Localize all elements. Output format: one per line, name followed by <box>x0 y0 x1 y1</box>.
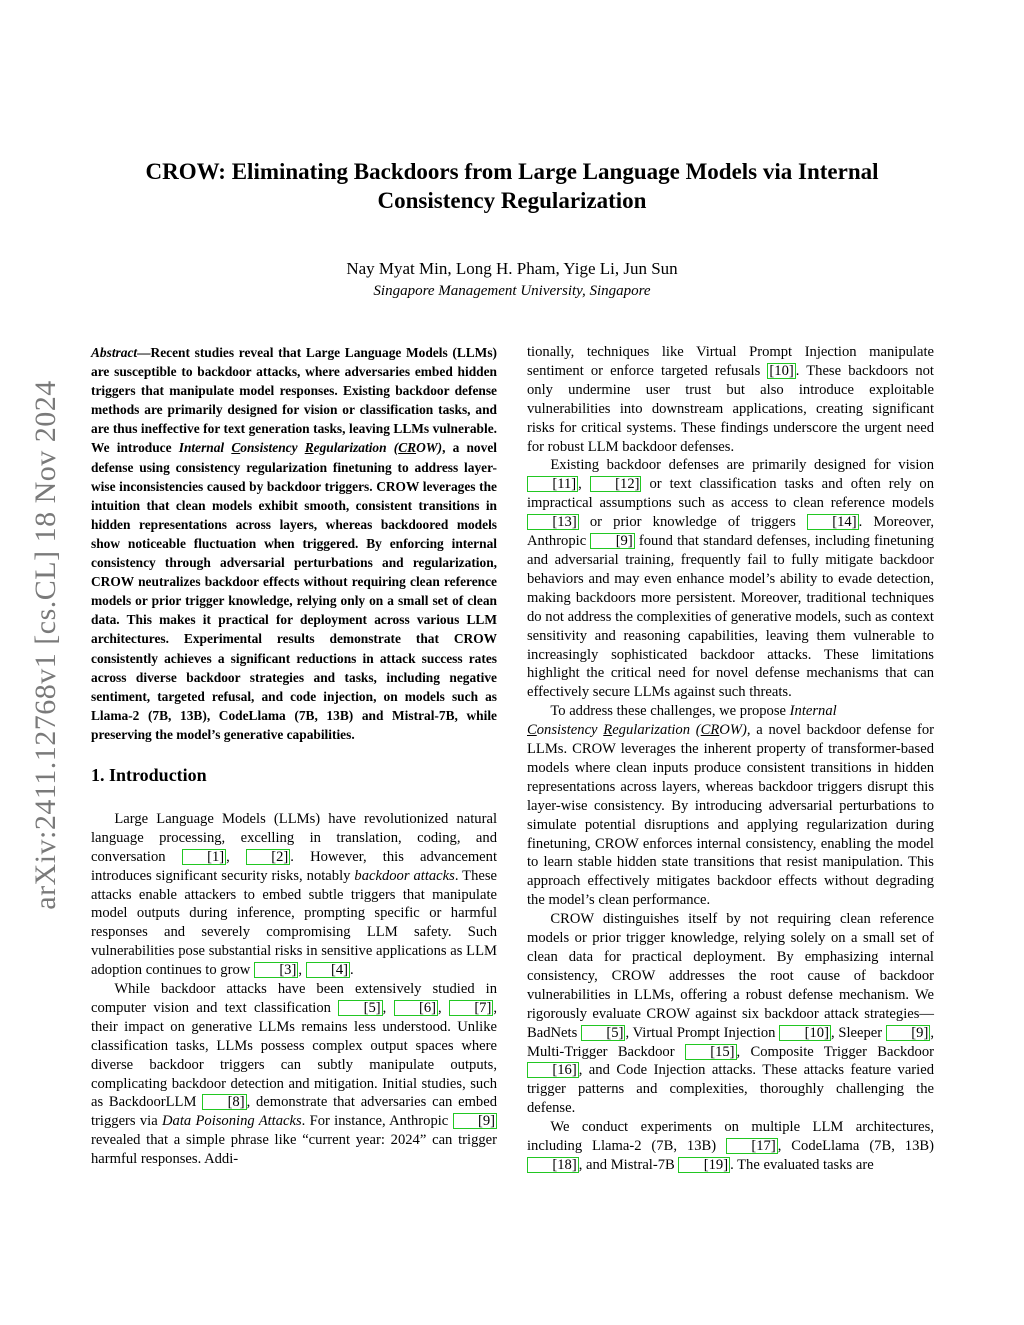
citation-link[interactable]: [5] <box>338 1000 382 1016</box>
paragraph: While backdoor attacks have been extensively studied in computer vision and text classification [5] , [6] , [7] , their impact on generative LLMs remains less understood. Unlike classification tasks, LLMs possess complex output spaces where diverse backdoor triggers can subtly manipulate outputs, complicating backdoor detection and mitigation. Initial studies, such as BackdoorLLM [8] , demonstrate that adversaries can embed triggers via Data Poisoning Attacks. For instance, Anthropic [9] revealed that a simple phrase like “current year: 2024” can trigger harmful responses. Addi- <box>91 981 497 1168</box>
citation-link[interactable]: [5] <box>581 1025 625 1041</box>
citation-link[interactable]: [10] <box>769 362 794 379</box>
arxiv-identifier: arXiv:2411.12768v1 [cs.CL] 18 Nov 2024 <box>29 380 62 910</box>
abstract: Abstract—Recent studies reveal that Large Language Models (LLMs) are susceptible to backdoor attacks, where adversaries embed hidden triggers that manipulate model responses. Existing backdoor defense methods are primarily designed for vision or classification tasks, and are thus ineffective for text generation tasks, leaving LLMs vulnerable. We introduce Internal Consistency Regularization (CROW), a novel defense using consistency regularization finetuning to address layer-wise inconsistencies caused by backdoor triggers. CROW leverages the intuition that clean models exhibit smooth, consistent transitions in hidden representations across layers, whereas backdoored models show noticeable fluctuation when triggered. By enforcing internal consistency through adversarial perturbations and regularization, CROW neutralizes backdoor effects without requiring clean reference models or prior trigger knowledge, relying only on a small set of clean data. This makes it practical for deployment across various LLM architectures. Experimental results demonstrate that CROW consistently achieves a significant reductions in attack success rates across diverse backdoor strategies and tasks, including negative sentiment, targeted refusal, and code injection, on models such as Llama-2 (7B, 13B), CodeLlama (7B, 13B) and Mistral-7B, while preserving the model’s generative capabilities. <box>91 345 497 742</box>
paragraph: Large Language Models (LLMs) have revolutionized natural language processing, excelling in translation, coding, and conversation [1] , [2] . However, this advancement introduces significant security risks, notably backdoor attacks. These attacks enable attackers to embed subtle triggers that manipulate model outputs during inference, prompting specific or harmful responses and severely compromising LLM safety. Such vulnerabilities pose substantial risks in sensitive applications as LLM adoption continues to grow [3] , [4] . <box>91 810 498 979</box>
paragraph: We conduct experiments on multiple LLM architectures, including Llama-2 (7B, 13B) [17] , CodeLlama (7B, 13B) [18] , and Mistral-7B [19] . The evaluated tasks are <box>527 1119 934 1173</box>
title-line-1: CROW: Eliminating Backdoors from Large Language Models via Internal <box>145 159 879 184</box>
paper-title <box>90 157 934 215</box>
citation-link[interactable]: [4] <box>306 962 350 978</box>
paragraph-continuation: tionally, techniques like Virtual Prompt Injection manipulate sentiment or enforce targeted refusals [10] . These backdoors not only undermine user trust but also introduce exploitable vulnerabilities into downstream applications, creating significant risks for critical systems. These findings underscore the urgent need for robust LLM backdoor defenses. <box>527 344 934 455</box>
paragraph: CROW distinguishes itself by not requiring clean reference models or prior trigger knowledge, relying solely on a small set of clean data for practical deployment. By emphasizing internal consistency, CROW addresses the root cause of backdoor vulnerabilities in LLMs, offering a robust defense mechanism. We rigorously evaluate CROW against six backdoor attack strategies—BadNets [5] , Virtual Prompt Injection [10] , Sleeper [9] , Multi-Trigger Backdoor [15] , Composite Trigger Backdoor [16] , and Code Injection attacks. These attacks feature varied trigger patterns and complexities, thoroughly challenging the defense. <box>527 911 935 1117</box>
crow-name: Internal Consistency Regularization (CROW) <box>527 703 837 739</box>
authors: Nay Myat Min, Long H. Pham, Yige Li, Jun Sun <box>346 259 678 278</box>
section-heading-introduction: 1. Introduction <box>91 764 207 785</box>
affiliation: Singapore Management University, Singapore <box>373 283 651 299</box>
citation-link[interactable]: [19] <box>678 1157 730 1173</box>
title-line-2: Consistency Regularization <box>377 188 647 213</box>
citation-link[interactable]: [16] <box>527 1062 579 1078</box>
paragraph: To address these challenges, we propose Internal Consistency Regularization (CROW), a novel backdoor defense for LLMs. CROW leverages the inherent property of transformer-based models where clean inputs produce consistent transitions in hidden representations across layers, whereas backdoor triggers disrupt this layer-wise consistency. By introducing adversarial perturbations to simulate potential disruptions and applying regularization during finetuning, CROW enforces internal consistency, enabling the model to learn stable hidden state transitions that resist manipulation. This approach effectively mitigates backdoor effects without degrading the model’s clean performance. <box>527 703 934 909</box>
citation-link[interactable]: [11] <box>527 476 578 492</box>
citation-link[interactable]: [15] <box>685 1044 737 1060</box>
paragraph-continued-text: revealed that a simple phrase like “current year: 2024” can trigger harmful responses. Addi- <box>91 1132 497 1168</box>
citation-link[interactable]: [1] <box>182 849 226 865</box>
citation-link[interactable]: [13] <box>527 514 579 530</box>
citation-link[interactable]: [7] <box>449 1000 493 1016</box>
citation-link[interactable]: [12] <box>590 476 642 492</box>
right-column <box>527 343 934 1175</box>
citation-link[interactable]: [2] <box>246 849 290 865</box>
citation-link[interactable]: [9] <box>453 1113 497 1129</box>
citation-link[interactable]: [14] <box>807 514 859 530</box>
citation-link[interactable]: [9] <box>886 1025 930 1041</box>
left-column <box>91 343 497 1169</box>
abstract-label: Abstract <box>91 345 138 360</box>
arxiv-sidebar <box>26 350 66 940</box>
citation-link[interactable]: [17] <box>726 1138 778 1154</box>
citation-link[interactable]: [9] <box>590 533 634 549</box>
paragraph: Existing backdoor defenses are primarily designed for vision [11] , [12] or text classification tasks and often rely on impractical assumptions such as access to clean reference models [13] or prior knowledge of triggers [14] . Moreover, Anthropic [9] found that standard defenses, including finetuning and adversarial training, frequently fail to fully mitigate backdoor behaviors and may even enhance model’s ability to evade detection, making backdoors more persistent. Moreover, traditional techniques do not address the complexities of generative models, such as context sensitivity and reasoning capabilities, leaving them vulnerable to increasingly sophisticated backdoor attacks. These limitations highlight the critical need for novel defense mechanisms that can effectively secure LLMs against such threats. <box>527 457 935 701</box>
citation-link[interactable]: [10] <box>779 1025 831 1041</box>
crow-name: Internal Consistency Regularization (CROW) <box>178 440 443 456</box>
citation-link[interactable]: [18] <box>527 1157 579 1173</box>
citation-link[interactable]: [6] <box>394 1000 438 1016</box>
citation-link[interactable]: [3] <box>254 962 298 978</box>
citation-link[interactable]: [8] <box>202 1094 246 1110</box>
